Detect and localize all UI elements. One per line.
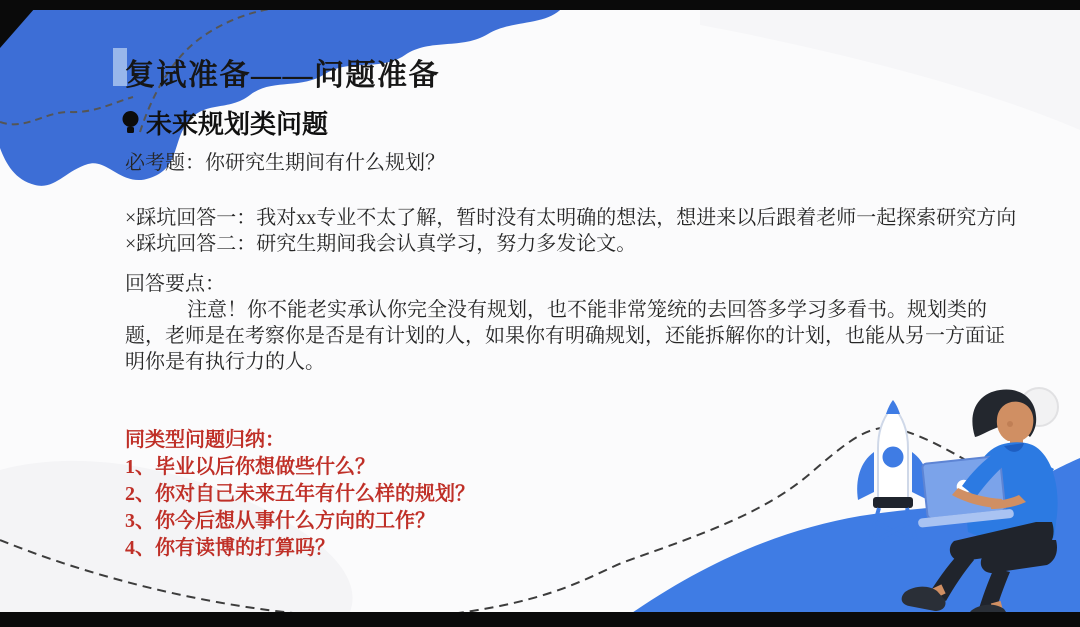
topic-heading (122, 104, 328, 141)
similar-question-item: 3、你今后想从事什么方向的工作？ (125, 510, 435, 532)
must-ask-question: 必考题：你研究生期间有什么规划？ (125, 152, 445, 174)
slide-title: 复试准备——问题准备 (125, 59, 440, 92)
pitfall-answer-2: ×踩坑回答二：研究生期间我会认真学习，努力多发论文。 (125, 233, 637, 255)
similar-questions-block (125, 427, 475, 562)
lightbulb-icon (122, 109, 139, 136)
similar-question-item: 2、你对自己未来五年有什么样的规划？ (125, 483, 475, 505)
pitfall-answer-1: ×踩坑回答一：我对xx专业不太了解，暂时没有太明确的想法，想进来以后跟着老师一起探索研究方向 (125, 207, 1017, 229)
topic-label: 未来规划类问题 (146, 110, 329, 139)
letterbox-bottom (0, 612, 1080, 627)
similar-questions-heading: 同类型问题归纳： (125, 429, 285, 451)
key-points-label: 回答要点： (125, 273, 225, 295)
similar-question-item: 4、你有读博的打算吗？ (125, 537, 335, 559)
letterbox-top (0, 0, 1080, 10)
faint-corner-shape (700, 10, 1080, 130)
similar-question-item: 1、毕业以后你想做些什么？ (125, 456, 375, 478)
key-points-note: 注意！你不能老实承认你完全没有规划，也不能非常笼统的去回答多学习多看书。规划类的题，老师是在考察你是否是有计划的人，如果你有明确规划，还能拆解你的计划，也能从另一方面证明你是有执行力的人。 (125, 299, 1005, 373)
body-text (125, 150, 1017, 375)
